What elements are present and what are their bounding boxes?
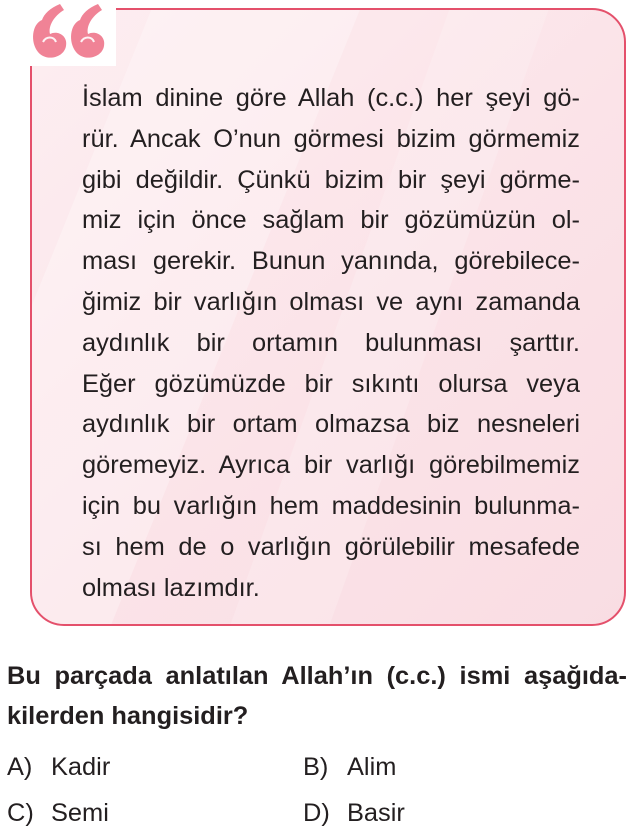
passage-line: ması gerekir. Bunun yanında, görebilece- <box>82 247 580 276</box>
question-stem <box>7 656 627 736</box>
option-d[interactable] <box>303 798 405 828</box>
option-b[interactable] <box>303 752 396 782</box>
question-line: Bu parçada anlatılan Allah’ın (c.c.) ismi aşağıda- <box>7 662 627 690</box>
passage-line: Eğer gözümüzde bir sıkıntı olursa veya <box>82 369 580 398</box>
option-letter: D) <box>303 799 330 827</box>
option-a[interactable] <box>7 752 110 782</box>
option-text: Alim <box>347 753 397 781</box>
passage-line: aydınlık bir ortam olmazsa biz nesneleri <box>82 410 580 439</box>
passage-line: İslam dinine göre Allah (c.c.) her şeyi gö- <box>82 84 580 112</box>
option-c[interactable] <box>7 798 109 828</box>
passage-line: aydınlık bir ortamın bulunması şarttır. <box>82 328 580 357</box>
option-letter: B) <box>303 753 329 781</box>
option-text: Kadir <box>51 753 111 781</box>
passage-line: için bu varlığın hem maddesinin bulunma- <box>82 491 580 520</box>
passage-text <box>82 78 580 608</box>
passage-line: olması lazımdır. <box>82 573 260 602</box>
passage-line: miz için önce sağlam bir gözümüzün ol- <box>82 206 580 235</box>
quotation-mark-icon <box>28 0 116 66</box>
passage-line: ğimiz bir varlığın olması ve aynı zamanda <box>82 287 580 316</box>
option-letter: A) <box>7 753 33 781</box>
passage-line: gibi değildir. Çünkü bizim bir şeyi görme- <box>82 165 580 194</box>
passage-line: sı hem de o varlığın görülebilir mesafede <box>82 532 580 561</box>
question-line: kilerden hangisidir? <box>7 702 249 730</box>
option-text: Semi <box>51 799 109 827</box>
passage-line: göremeyiz. Ayrıca bir varlığı görebilmemiz <box>82 451 580 480</box>
option-letter: C) <box>7 799 34 827</box>
passage-line: rür. Ancak O’nun görmesi bizim görmemiz <box>82 124 580 153</box>
option-text: Basir <box>347 799 405 827</box>
